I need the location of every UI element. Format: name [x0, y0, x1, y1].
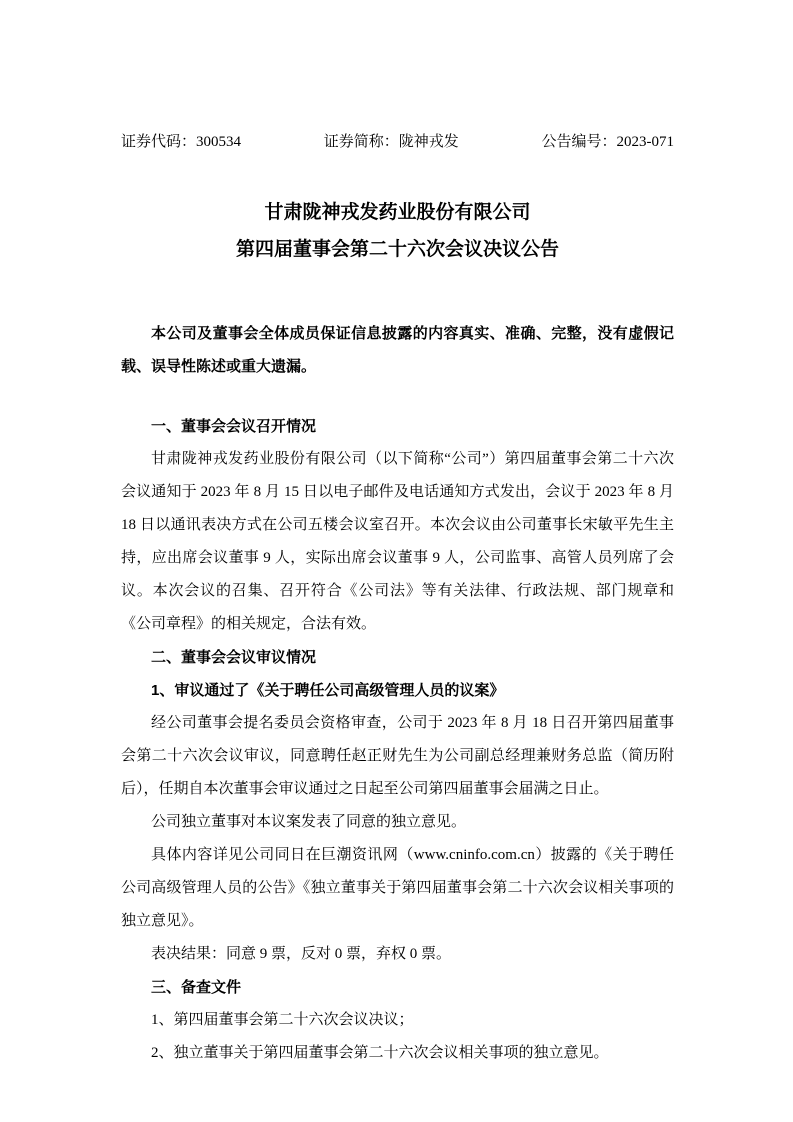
company-name-title: 甘肃陇神戎发药业股份有限公司 — [264, 202, 531, 223]
section2-paragraph3: 具体内容详见公司同日在巨潮资讯网（www.cninfo.com.cn）披露的《关于聘任公司高级管理人员的公告》《独立董事关于第四届董事会第二十六次会议相关事项的独立意见》。 — [121, 847, 674, 929]
announcement-title: 第四届董事会第二十六次会议决议公告 — [235, 239, 559, 260]
section3-item2: 2、独立董事关于第四届董事会第二十六次会议相关事项的独立意见。 — [151, 1045, 609, 1061]
section2-paragraph1: 经公司董事会提名委员会资格审查，公司于 2023 年 8 月 18 日召开第四届董事会第二十六次会议审议，同意聘任赵正财先生为公司副总经理兼财务总监（简历附后），任期自本次董事会审议通过之日起至公司第四届董事会届满之日止。 — [121, 715, 674, 797]
section2-paragraph2: 公司独立董事对本议案发表了同意的独立意见。 — [151, 814, 467, 830]
announcement-number: 公告编号：2023-071 — [541, 134, 674, 150]
document-info-row — [121, 132, 674, 152]
stock-code: 证券代码：300534 — [121, 134, 242, 150]
section2-item1-heading: 1、审议通过了《关于聘任公司高级管理人员的议案》 — [151, 682, 505, 699]
section3-item1: 1、第四届董事会第二十六次会议决议； — [151, 1012, 414, 1028]
section3-heading: 三、备查文件 — [151, 979, 242, 996]
truthfulness-statement: 本公司及董事会全体成员保证信息披露的内容真实、准确、完整，没有虚假记载、误导性陈述或重大遗漏。 — [121, 326, 674, 375]
section1-paragraph: 甘肃陇神戎发药业股份有限公司（以下简称“公司”）第四届董事会第二十六次会议通知于 2023 年 8 月 15 日以电子邮件及电话通知方式发出，会议于 2023 年 8 月 18 日以通讯表决方式在公司五楼会议室召开。本次会议由公司董事长宋敏平先生主持，应出席会议董事 9 人，实际出席会议董事 9 人，公司监事、高管人员列席了会议。本次会议的召集、召开符合《公司法》等有关法律、行政法规、部门规章和《公司章程》的相关规定，合法有效。 — [121, 451, 674, 632]
section1-heading: 一、董事会会议召开情况 — [151, 418, 317, 435]
section2-heading: 二、董事会会议审议情况 — [151, 649, 317, 666]
stock-name: 证券简称：陇神戎发 — [323, 134, 459, 150]
vote-result: 表决结果：同意 9 票，反对 0 票，弃权 0 票。 — [151, 946, 452, 962]
